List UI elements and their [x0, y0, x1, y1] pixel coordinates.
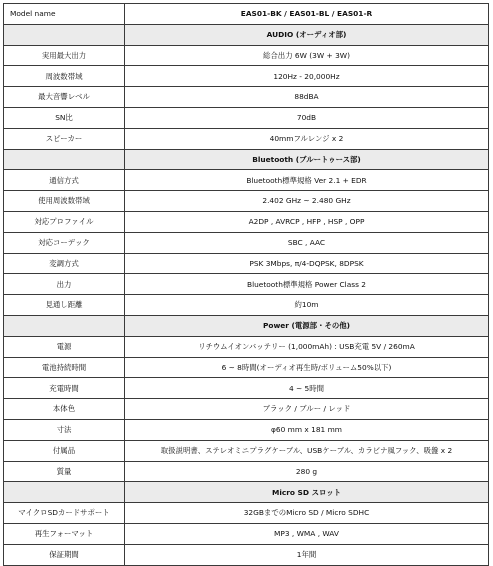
- spec-row: [4, 274, 489, 295]
- spec-label: スピーカー: [4, 128, 125, 149]
- spec-row: [4, 378, 489, 399]
- spec-row: [4, 128, 489, 149]
- model-name-row: [4, 4, 489, 25]
- spec-label: マイクロSDカードサポート: [4, 503, 125, 524]
- spec-row: [4, 544, 489, 565]
- section-header-blank: [4, 24, 125, 45]
- section-title: Power (電源部・その他): [125, 315, 489, 336]
- section-header-row: [4, 24, 489, 45]
- spec-row: [4, 87, 489, 108]
- spec-label: 充電時間: [4, 378, 125, 399]
- spec-label: 出力: [4, 274, 125, 295]
- spec-value: PSK 3Mbps, π/4-DQPSK, 8DPSK: [125, 253, 489, 274]
- spec-value: 40mmフルレンジ x 2: [125, 128, 489, 149]
- spec-row: [4, 232, 489, 253]
- spec-label: 実用最大出力: [4, 45, 125, 66]
- spec-value: A2DP , AVRCP , HFP , HSP , OPP: [125, 211, 489, 232]
- spec-value: 70dB: [125, 107, 489, 128]
- spec-row: [4, 253, 489, 274]
- spec-label: 保証期間: [4, 544, 125, 565]
- spec-label: 見通し距離: [4, 295, 125, 316]
- spec-value: Bluetooth標準規格 Ver 2.1 + EDR: [125, 170, 489, 191]
- spec-value: 88dBA: [125, 87, 489, 108]
- spec-row: [4, 336, 489, 357]
- section-title: Bluetooth (ブルートゥース部): [125, 149, 489, 170]
- spec-row: [4, 295, 489, 316]
- spec-value: φ60 mm x 181 mm: [125, 419, 489, 440]
- spec-row: [4, 170, 489, 191]
- spec-value: 総合出力 6W (3W + 3W): [125, 45, 489, 66]
- spec-label: 周波数帯域: [4, 66, 125, 87]
- model-name-label: Model name: [4, 4, 125, 25]
- spec-label: 対応コーデック: [4, 232, 125, 253]
- spec-label: 通信方式: [4, 170, 125, 191]
- spec-label: 最大音響レベル: [4, 87, 125, 108]
- spec-label: 付属品: [4, 440, 125, 461]
- spec-value: 約10m: [125, 295, 489, 316]
- section-header-blank: [4, 315, 125, 336]
- spec-value: MP3 , WMA , WAV: [125, 523, 489, 544]
- spec-value: 32GBまでのMicro SD / Micro SDHC: [125, 503, 489, 524]
- spec-row: [4, 66, 489, 87]
- spec-label: 再生フォーマット: [4, 523, 125, 544]
- spec-row: [4, 357, 489, 378]
- model-name-value: EAS01-BK / EAS01-BL / EAS01-R: [125, 4, 489, 25]
- spec-value: ブラック / ブルー / レッド: [125, 399, 489, 420]
- spec-value: 1年間: [125, 544, 489, 565]
- spec-value: 2.402 GHz ~ 2.480 GHz: [125, 191, 489, 212]
- spec-label: 電池持続時間: [4, 357, 125, 378]
- spec-value: SBC , AAC: [125, 232, 489, 253]
- spec-row: [4, 523, 489, 544]
- spec-value: 4 ~ 5時間: [125, 378, 489, 399]
- spec-row: [4, 503, 489, 524]
- spec-row: [4, 399, 489, 420]
- spec-value: 120Hz - 20,000Hz: [125, 66, 489, 87]
- spec-value: Bluetooth標準規格 Power Class 2: [125, 274, 489, 295]
- spec-row: [4, 419, 489, 440]
- spec-row: [4, 440, 489, 461]
- spec-label: 寸法: [4, 419, 125, 440]
- spec-value: 6 ~ 8時間(オーディオ再生時/ボリューム50%以下): [125, 357, 489, 378]
- spec-label: 変調方式: [4, 253, 125, 274]
- spec-label: 使用周波数帯域: [4, 191, 125, 212]
- spec-row: [4, 107, 489, 128]
- section-header-row: [4, 315, 489, 336]
- section-title: AUDIO (オーディオ部): [125, 24, 489, 45]
- spec-label: 質量: [4, 461, 125, 482]
- spec-row: [4, 211, 489, 232]
- spec-row: [4, 45, 489, 66]
- spec-label: 本体色: [4, 399, 125, 420]
- section-header-blank: [4, 149, 125, 170]
- spec-label: SN比: [4, 107, 125, 128]
- spec-table: [3, 3, 489, 566]
- spec-label: 対応プロファイル: [4, 211, 125, 232]
- spec-value: 280 g: [125, 461, 489, 482]
- section-header-row: [4, 149, 489, 170]
- spec-label: 電源: [4, 336, 125, 357]
- spec-value: リチウムイオンバッテリー (1,000mAh) : USB充電 5V / 260mA: [125, 336, 489, 357]
- spec-value: 取扱説明書、ステレオミニプラグケーブル、USBケーブル、カラビナ風フック、吸盤 x 2: [125, 440, 489, 461]
- spec-row: [4, 191, 489, 212]
- spec-row: [4, 461, 489, 482]
- spec-table-body: [4, 4, 489, 566]
- section-title: Micro SD スロット: [125, 482, 489, 503]
